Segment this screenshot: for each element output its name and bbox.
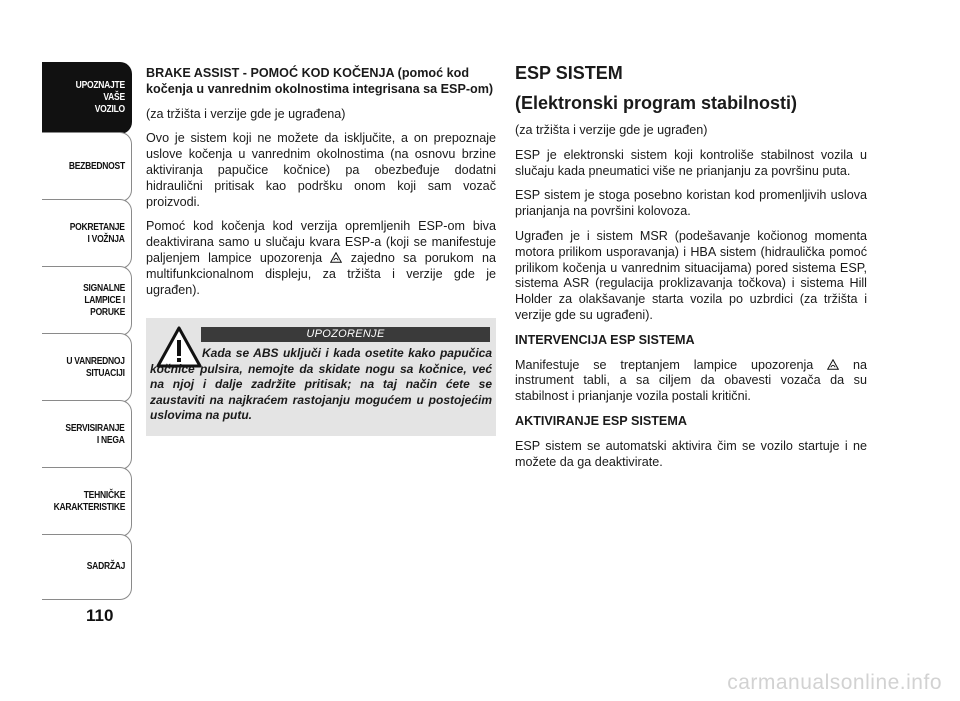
tab-label: SERVISIRANJE I NEGA [65, 423, 125, 446]
heading-aktiviranje: AKTIVIRANJE ESP SISTEMA [515, 413, 687, 428]
tab-label: U VANREDNOJ SITUACIJI [66, 356, 125, 379]
paragraph-text: Pomoć kod kočenja kod verzija opremljenih ESP-om biva deaktivirana samo u slučaju kvara ESP-a (koji se manifestuje paljenjem lampice upozorenja [146, 219, 496, 265]
warning-label: UPOZORENJE [201, 327, 490, 342]
tab-label: BEZBEDNOST [68, 161, 125, 172]
left-column [146, 66, 496, 307]
heading-intervencija: INTERVENCIJA ESP SISTEMA [515, 332, 695, 347]
tab-u-vanrednoj-situaciji[interactable] [42, 333, 132, 403]
paragraph: ESP sistem se automatski aktivira čim se vozilo startuje i ne možete da ga deaktivirate. [515, 438, 867, 469]
title-line-1: BRAKE ASSIST - POMOĆ KOD KOČENJA (pomoć kod [146, 66, 470, 80]
esp-subtitle: (za tržišta i verzije gde je ugrađen) [515, 123, 708, 137]
tab-label: SIGNALNE LAMPICE I PORUKE [83, 283, 125, 318]
warning-box [146, 318, 496, 436]
page-number: 110 [86, 606, 114, 625]
tab-sadrzaj[interactable] [42, 534, 132, 600]
esp-title: ESP SISTEM [515, 63, 623, 83]
tab-label: TEHNIČKE KARAKTERISTIKE [53, 490, 125, 513]
esp-warning-icon [827, 359, 839, 370]
section-title [146, 66, 496, 98]
tab-label: SADRŽAJ [86, 561, 125, 572]
watermark: carmanualsonline.info [727, 671, 942, 694]
warning-text: Kada se ABS uključi i kada osetite kako papučica kočnice pulsira, nemojte da skidate nogu sa kočnice, već na njoj i dalje zadržite pritisak; na taj način ćete se zaustaviti na najkraćem rastojanju mogućem u postojećim uslovima na putu. [150, 346, 492, 422]
tab-bezbednost[interactable] [42, 132, 132, 202]
tab-tehnicke-karakteristike[interactable] [42, 467, 132, 537]
paragraph [515, 358, 867, 405]
paragraph: ESP je elektronski sistem koji kontroliše stabilnost vozila u slučaju kada pneumatici više ne prianjanju za površinu puta. [515, 147, 867, 178]
tab-servisiranje-i-nega[interactable] [42, 400, 132, 470]
tab-label: UPOZNAJTE VAŠE VOZILO [75, 80, 125, 115]
title-line-2: kočenja u vanrednim okolnostima integrisana sa ESP-om) [146, 81, 494, 96]
section-subtitle: (za tržišta i verzije gde je ugrađena) [146, 106, 346, 121]
tab-signalne-lampice[interactable] [42, 266, 132, 336]
tab-pokretanje-i-voznja[interactable] [42, 199, 132, 269]
paragraph-text: zajedno sa porukom na multifunkcionalnom displeju, za tržišta i verzije gde je ugrađen). [146, 250, 497, 297]
paragraph-text: Manifestuje se treptanjem lampice upozorenja [515, 357, 814, 372]
paragraph-text: na instrument tabli, a sa ciljem da obavesti vozača da su stabilnost i prianjanje vozila postali kritični. [515, 357, 867, 404]
tab-label: POKRETANJE I VOŽNJA [70, 222, 125, 245]
paragraph: Ugrađen je i sistem MSR (podešavanje kočionog momenta motora prilikom usporavanja) i HBA sistem (hidraulička pomoć prilikom kočenja u vanrednim situacijama) pored sistema ESP, sistema ASR (regulacija proklizavanja točkova) i sistema Hill Holder za olakšavanje starta vozila po uzbrdici (za tržišta i verzije gde su ugrađeni). [515, 228, 867, 322]
esp-warning-icon [330, 252, 342, 263]
paragraph: Ovo je sistem koji ne možete da isključite, a on prepoznaje uslove kočenja u vanrednim okolnostima (na osnovu brzine aktiviranja papučice kočnice) pa obezbeđuje dodatni hidraulični pritisak kao podršku onom koji sam vozač proizvodi. [146, 131, 496, 209]
paragraph: ESP sistem je stoga posebno koristan kod promenljivih uslova prianjanja na površini kolovoza. [515, 188, 867, 219]
tab-upoznajte-vase-vozilo[interactable] [42, 62, 132, 134]
esp-title-2: (Elektronski program stabilnosti) [515, 93, 798, 113]
right-column [515, 63, 867, 479]
paragraph [146, 219, 496, 298]
